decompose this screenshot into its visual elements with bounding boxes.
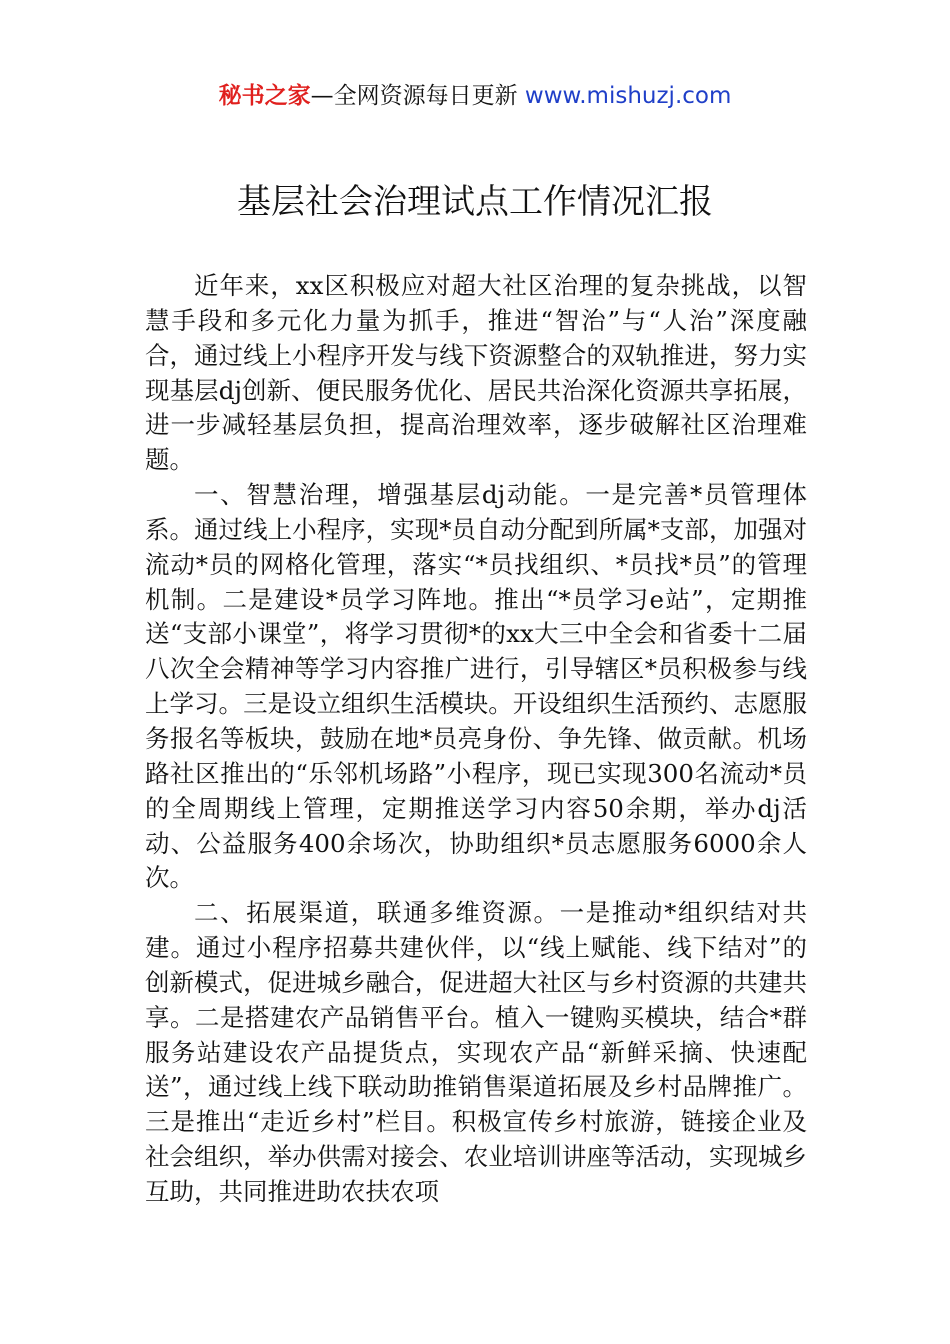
paragraph-intro: 近年来，xx区积极应对超大社区治理的复杂挑战，以智慧手段和多元化力量为抓手，推进“智治”与“人治”深度融合，通过线上小程序开发与线下资源整合的双轨推进，努力实现基层dj创新、便民服务优化、居民共治深化资源共享拓展，进一步减轻基层负担，提高治理效率，逐步破解社区治理难题。	[145, 271, 807, 475]
document-title: 基层社会治理试点工作情况汇报	[237, 182, 713, 222]
paragraph-section-1: 一、智慧治理，增强基层dj动能。一是完善*员管理体系。通过线上小程序，实现*员自动分配到所属*支部，加强对流动*员的网格化管理，落实“*员找组织、*员找*员”的管理机制。二是建设*员学习阵地。推出“*员学习e站”，定期推送“支部小课堂”，将学习贯彻*的xx大三中全会和省委十二届八次全会精神等学习内容推广进行，引导辖区*员积极参与线上学习。三是设立组织生活模块。开设组织生活预约、志愿服务报名等板块，鼓励在地*员亮身份、争先锋、做贡献。机场路社区推出的“乐邻机场路”小程序，现已实现300名流动*员的全周期线上管理，定期推送学习内容50余期，举办dj活动、公益服务400余场次，协助组织*员志愿服务6000余人次。	[145, 480, 807, 893]
banner-tagline: —全网资源每日更新	[310, 83, 525, 109]
site-url-link[interactable]: www.mishuzj.com	[524, 83, 732, 109]
site-banner	[0, 80, 950, 112]
document-body	[145, 269, 807, 1210]
paragraph-section-2: 二、拓展渠道，联通多维资源。一是推动*组织结对共建。通过小程序招募共建伙伴，以“线上赋能、线下结对”的创新模式，促进城乡融合，促进超大社区与乡村资源的共建共享。二是搭建农产品销售平台。植入一键购买模块，结合*群服务站建设农产品提货点，实现农产品“新鲜采摘、快速配送”，通过线上线下联动助推销售渠道拓展及乡村品牌推广。三是推出“走近乡村”栏目。积极宣传乡村旅游，链接企业及社会组织，举办供需对接会、农业培训讲座等活动，实现城乡互助，共同推进助农扶农项	[145, 898, 807, 1206]
brand-name: 秘书之家	[218, 83, 311, 109]
